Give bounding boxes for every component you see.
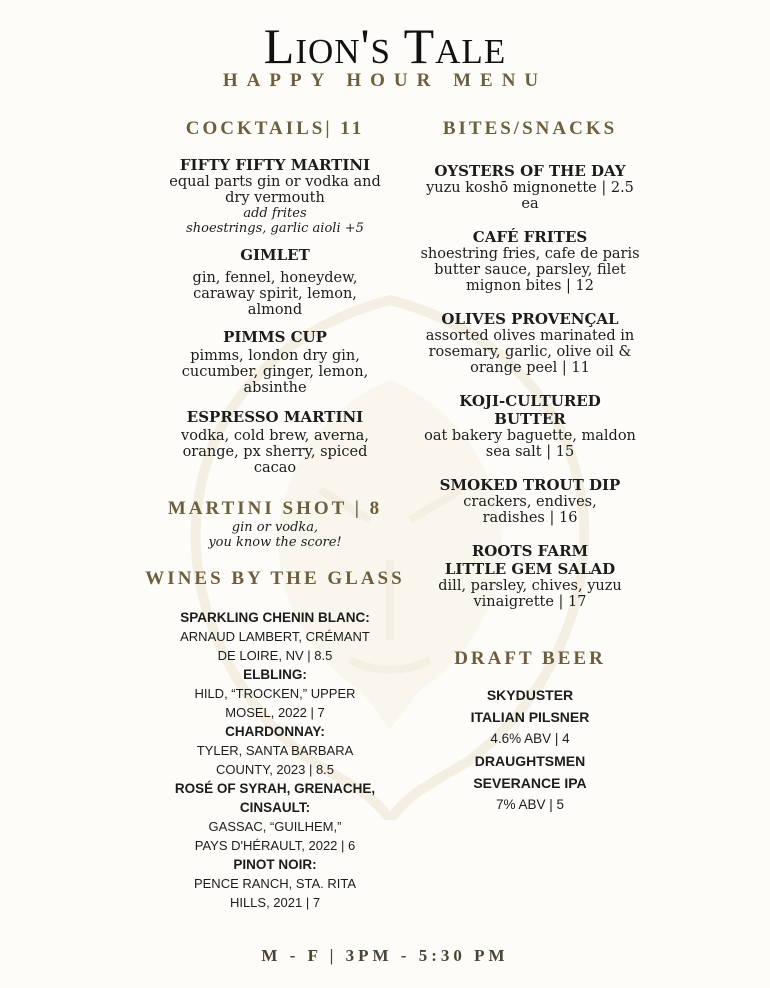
beer-desc: 4.6% ABV | 4 [490, 731, 570, 746]
beer-desc: 7% ABV | 5 [495, 797, 565, 812]
right-column [420, 118, 640, 816]
left-column [130, 118, 420, 912]
wine-desc: PAYS D'HÉRAULT, 2022 | 6 [194, 838, 356, 853]
wine-name: CINSAULT: [239, 800, 311, 815]
cocktail-name: ESPRESSO MARTINI [186, 408, 364, 426]
wine-item [130, 855, 420, 912]
wine-name: ELBLING: [243, 667, 307, 682]
martini-shot [130, 498, 420, 550]
bite-desc: dill, parsley, chives, yuzu vinaigrette | 17 [438, 578, 622, 610]
bite-desc: oat bakery baguette, maldon sea salt | 15 [424, 428, 636, 460]
beer-item [420, 684, 640, 750]
wine-desc: COUNTY, 2023 | 8.5 [215, 762, 335, 777]
wine-desc: MOSEL, 2022 | 7 [225, 705, 325, 720]
wine-name: CHARDONNAY: [225, 724, 325, 739]
cocktail-name: GIMLET [240, 246, 310, 264]
beer-name: DRAUGHTSMEN [474, 753, 586, 769]
brand-logo: Lion's Tale [263, 18, 507, 74]
beer-item [420, 750, 640, 816]
wine-desc: PENCE RANCH, STA. RITA [193, 876, 357, 891]
bite-item [420, 476, 640, 526]
cocktail-desc: gin, fennel, honeydew, caraway spirit, lemon, almond [192, 270, 358, 318]
cocktail-desc: pimms, london dry gin, cucumber, ginger, lemon, absinthe [181, 348, 369, 396]
cocktails-heading: COCKTAILS| 11 [185, 118, 365, 139]
bite-name: SMOKED TROUT DIP [439, 476, 621, 494]
bite-item [420, 310, 640, 376]
cocktail-name: FIFTY FIFTY MARTINI [179, 156, 371, 174]
bites-heading: BITES/SNACKS [442, 118, 618, 139]
bite-item [420, 542, 640, 610]
cocktail-item [130, 156, 420, 236]
wine-item [130, 779, 420, 855]
beer-section [420, 648, 640, 816]
cocktail-note: add frites [243, 206, 307, 221]
bite-name: OLIVES PROVENÇAL [441, 310, 619, 328]
beer-name: SEVERANCE IPA [473, 775, 587, 791]
cocktail-desc: vodka, cold brew, averna, orange, px sherry, spiced cacao [181, 428, 369, 476]
hours-footer: M - F | 3PM - 5:30 PM [261, 946, 509, 965]
wine-desc: DE LOIRE, NV | 8.5 [217, 648, 333, 663]
wine-desc: HILLS, 2021 | 7 [229, 895, 321, 910]
bite-name: CAFÉ FRITES [472, 228, 588, 246]
beer-name: ITALIAN PILSNER [470, 709, 590, 725]
cocktail-item [130, 246, 420, 318]
cocktail-name: PIMMS CUP [223, 328, 327, 346]
bite-item [420, 392, 640, 460]
menu-subtitle: HAPPY HOUR MENU [222, 70, 548, 91]
wine-name: ROSÉ OF SYRAH, GRENACHE, [174, 781, 376, 796]
bite-desc: shoestring fries, cafe de paris butter sauce, parsley, filet mignon bites | 12 [420, 246, 640, 294]
martini-shot-note: you know the score! [208, 535, 342, 550]
wine-desc: GASSAC, “GUILHEM,” [208, 819, 342, 834]
wines-section [130, 568, 420, 912]
beer-name: SKYDUSTER [486, 687, 574, 703]
bite-desc: yuzu koshō mignonette | 2.5 ea [426, 180, 634, 212]
bite-name: OYSTERS OF THE DAY [434, 162, 626, 180]
bite-name: KOJI-CULTURED BUTTER [459, 392, 601, 428]
martini-shot-heading: MARTINI SHOT | 8 [167, 498, 383, 519]
cocktail-desc: equal parts gin or vodka and dry vermouth [169, 174, 381, 206]
wine-desc: ARNAUD LAMBERT, CRÉMANT [180, 629, 370, 644]
wine-item [130, 608, 420, 665]
wine-item [130, 665, 420, 722]
cocktail-note: shoestrings, garlic aioli +5 [186, 221, 364, 236]
wine-name: PINOT NOIR: [233, 857, 317, 872]
cocktail-item [130, 408, 420, 476]
beer-heading: DRAFT BEER [454, 648, 606, 669]
cocktail-item [130, 328, 420, 396]
bite-item [420, 228, 640, 294]
bite-desc: assorted olives marinated in rosemary, garlic, olive oil & orange peel | 11 [425, 328, 635, 376]
wine-desc: TYLER, SANTA BARBARA [196, 743, 354, 758]
bite-item [420, 162, 640, 212]
bite-desc: crackers, endives, radishes | 16 [463, 494, 597, 526]
bite-name: ROOTS FARM LITTLE GEM SALAD [444, 542, 616, 578]
wine-name: SPARKLING CHENIN BLANC: [180, 610, 370, 625]
wines-heading: WINES BY THE GLASS [145, 568, 405, 589]
martini-shot-note: gin or vodka, [231, 520, 319, 535]
wine-desc: HILD, “TROCKEN,” UPPER [194, 686, 356, 701]
wine-item [130, 722, 420, 779]
